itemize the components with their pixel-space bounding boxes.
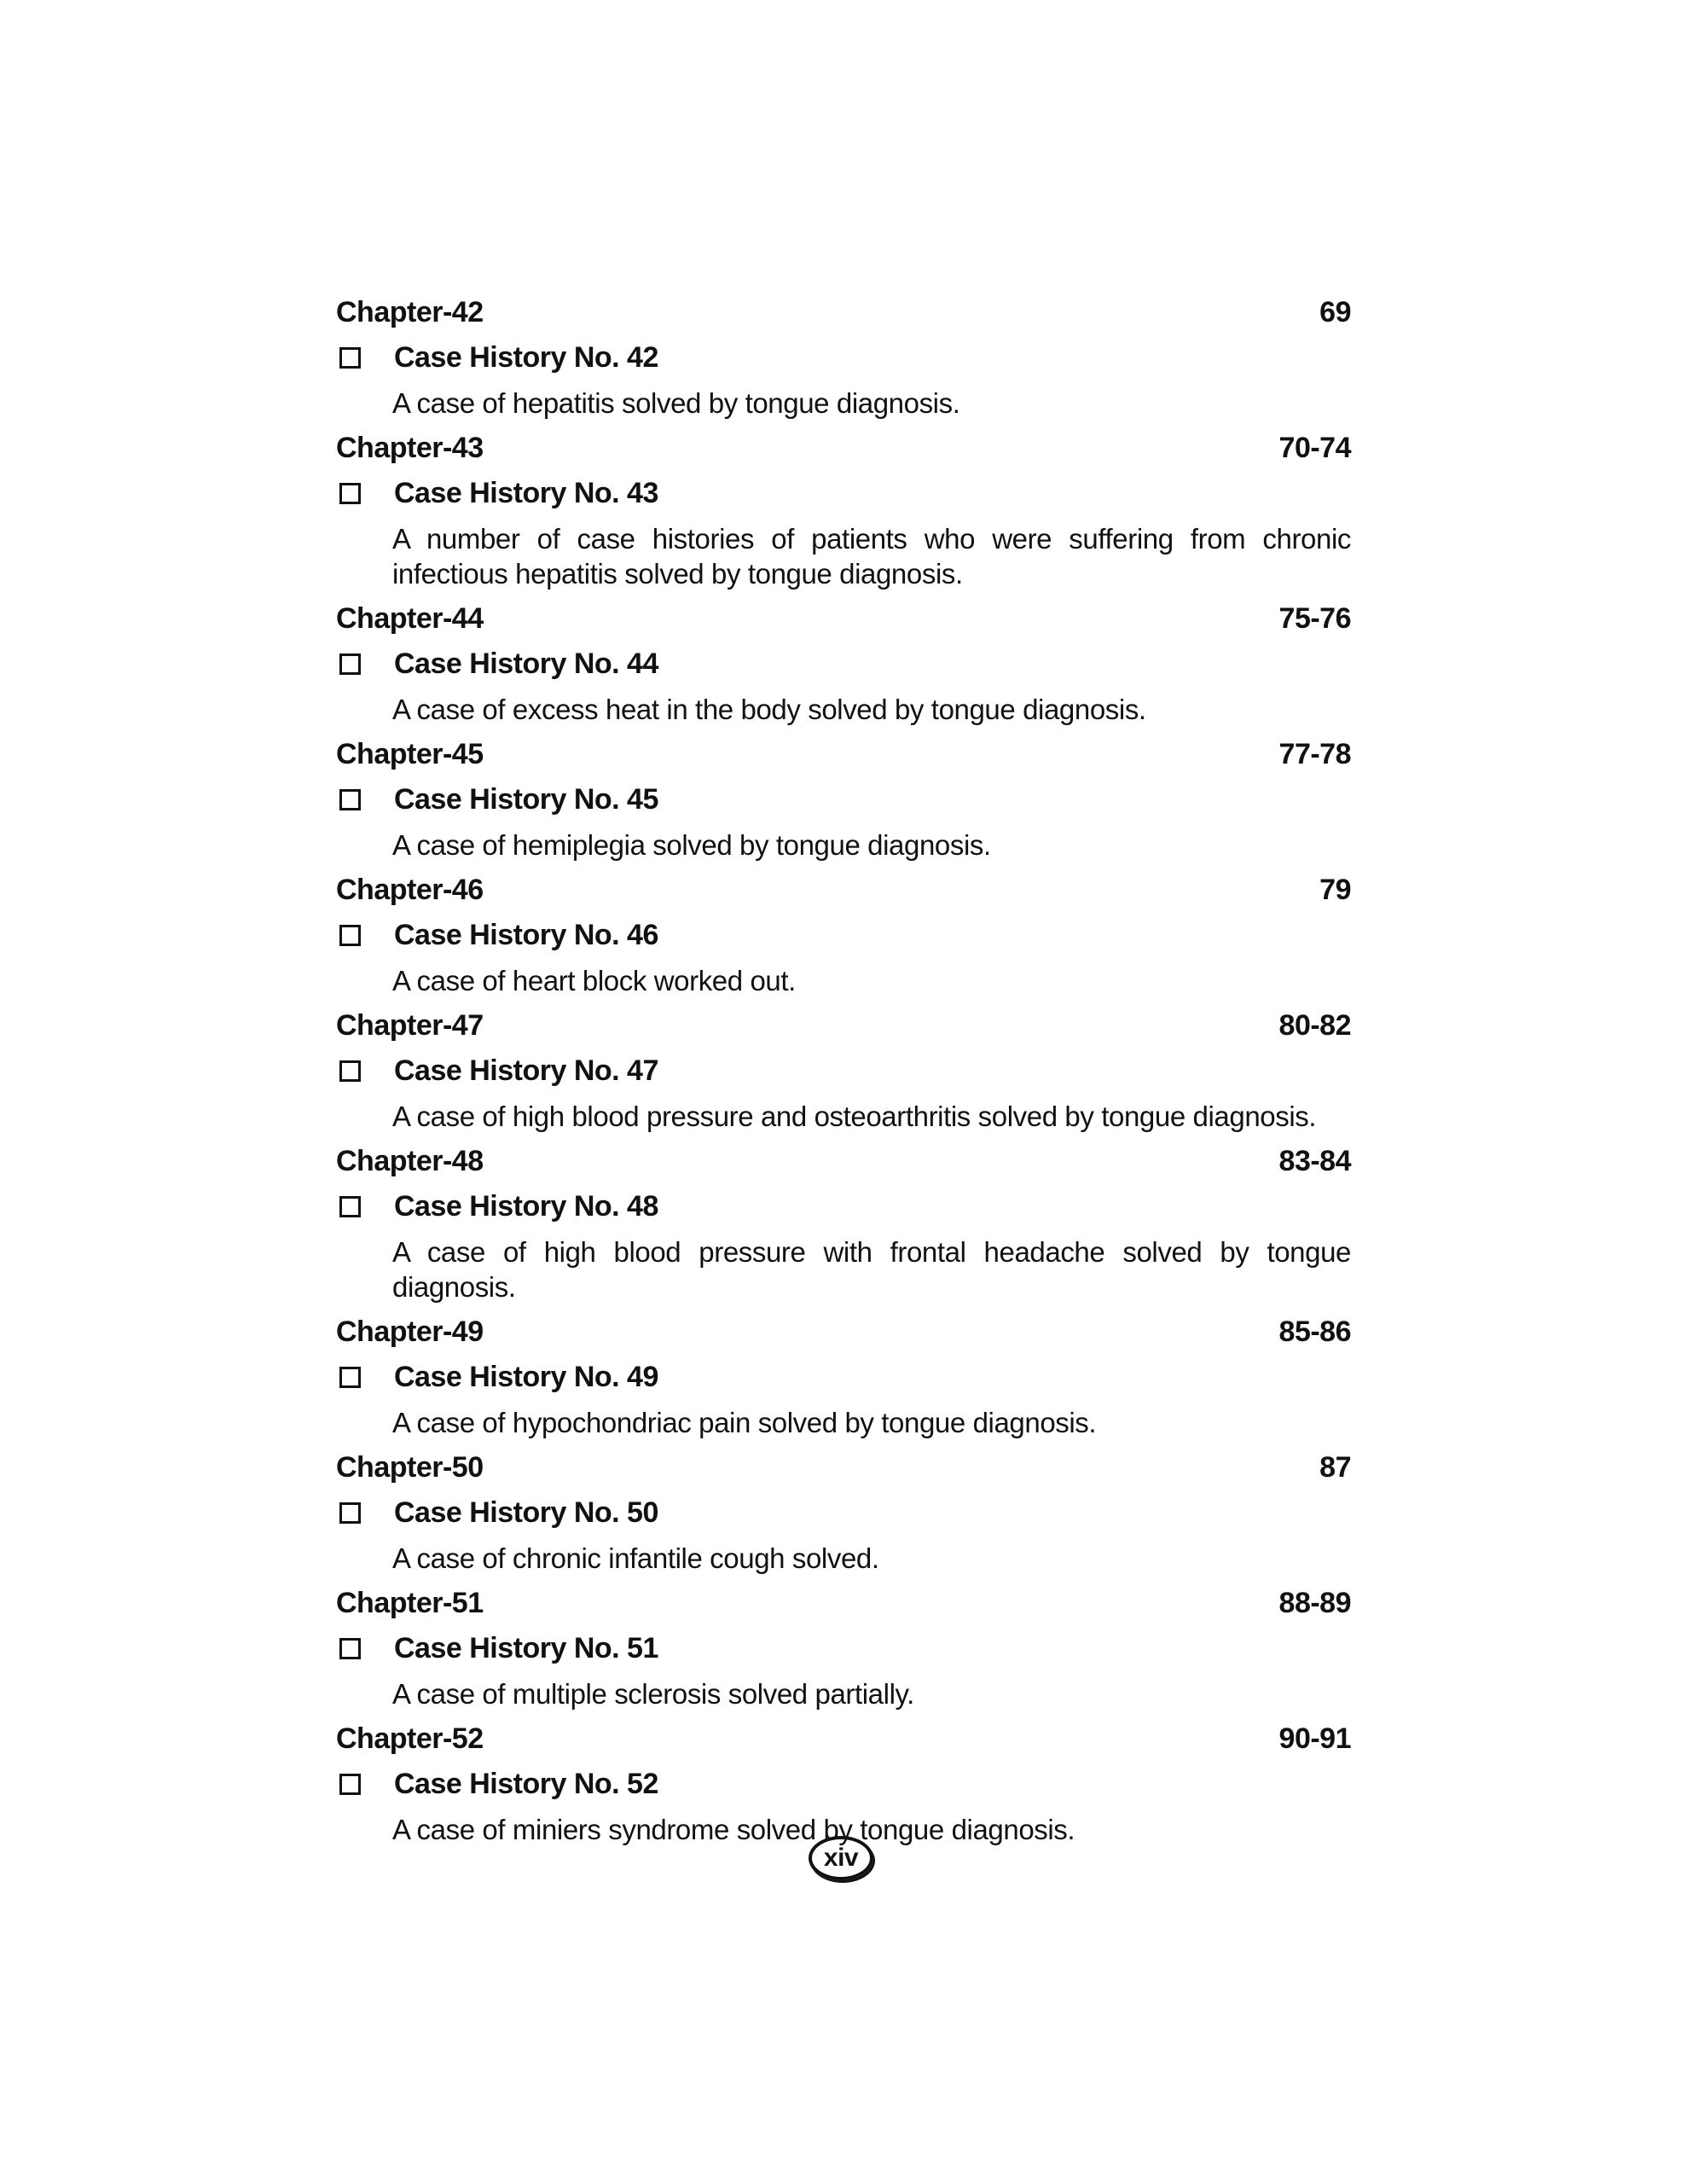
case-description: A number of case histories of patients who were suffering from chronic infectious hepatitis solved by tongue diagnosis. <box>392 523 1351 590</box>
case-description: A case of heart block worked out. <box>392 965 796 996</box>
toc-entry <box>336 1445 1351 1581</box>
case-history-row <box>336 642 1351 687</box>
chapter-title: Chapter-45 <box>336 738 484 770</box>
chapter-title: Chapter-46 <box>336 874 484 906</box>
checkbox-bullet-icon <box>339 1367 361 1388</box>
toc-entry <box>336 1716 1351 1852</box>
chapter-title: Chapter-51 <box>336 1587 484 1619</box>
chapter-heading <box>336 732 1351 777</box>
case-description: A case of miniers syndrome solved by tongue diagnosis. <box>392 1814 1075 1845</box>
chapter-pages: 75-76 <box>1278 602 1351 635</box>
chapter-heading <box>336 426 1351 471</box>
chapter-pages: 85-86 <box>1278 1316 1351 1348</box>
chapter-title: Chapter-48 <box>336 1145 484 1177</box>
checkbox-bullet-icon <box>339 347 361 369</box>
checkbox-bullet-icon <box>339 925 361 946</box>
case-history-row <box>336 1048 1351 1094</box>
chapter-pages: 90-91 <box>1278 1722 1351 1755</box>
chapter-heading <box>336 290 1351 335</box>
case-history-row <box>336 1490 1351 1536</box>
case-history-title: Case History No. 45 <box>394 783 658 816</box>
case-history-title: Case History No. 46 <box>394 919 658 951</box>
case-history-title: Case History No. 47 <box>394 1054 658 1087</box>
case-history-title: Case History No. 48 <box>394 1190 658 1223</box>
chapter-heading <box>336 1716 1351 1762</box>
chapter-title: Chapter-42 <box>336 296 484 328</box>
table-of-contents <box>336 290 1351 1852</box>
chapter-title: Chapter-44 <box>336 602 484 635</box>
toc-entry <box>336 868 1351 1003</box>
chapter-heading <box>336 596 1351 642</box>
case-description: A case of excess heat in the body solved by tongue diagnosis. <box>392 694 1146 725</box>
chapter-pages: 83-84 <box>1278 1145 1351 1177</box>
case-history-row <box>336 1762 1351 1807</box>
case-history-title: Case History No. 42 <box>394 341 658 374</box>
chapter-pages: 69 <box>1319 296 1351 328</box>
chapter-heading <box>336 1310 1351 1355</box>
case-history-title: Case History No. 44 <box>394 648 658 680</box>
case-history-row <box>336 913 1351 958</box>
case-description: A case of chronic infantile cough solved. <box>392 1542 879 1574</box>
chapter-heading <box>336 1003 1351 1048</box>
case-description: A case of hypochondriac pain solved by tongue diagnosis. <box>392 1407 1097 1438</box>
chapter-heading <box>336 1445 1351 1490</box>
checkbox-bullet-icon <box>339 483 361 504</box>
checkbox-bullet-icon <box>339 1060 361 1082</box>
checkbox-bullet-icon <box>339 1502 361 1524</box>
chapter-heading <box>336 868 1351 913</box>
toc-entry <box>336 290 1351 426</box>
case-history-title: Case History No. 52 <box>394 1768 658 1800</box>
toc-entry <box>336 1310 1351 1445</box>
toc-entry <box>336 1581 1351 1716</box>
case-description: A case of multiple sclerosis solved partially. <box>392 1678 914 1710</box>
checkbox-bullet-icon <box>339 1774 361 1795</box>
chapter-title: Chapter-50 <box>336 1451 484 1484</box>
chapter-heading <box>336 1139 1351 1184</box>
case-history-row <box>336 1184 1351 1229</box>
checkbox-bullet-icon <box>339 653 361 675</box>
checkbox-bullet-icon <box>339 1638 361 1659</box>
case-history-title: Case History No. 51 <box>394 1632 658 1664</box>
chapter-pages: 87 <box>1319 1451 1351 1484</box>
case-description: A case of high blood pressure and osteoarthritis solved by tongue diagnosis. <box>392 1101 1317 1132</box>
checkbox-bullet-icon <box>339 1196 361 1217</box>
case-history-row <box>336 777 1351 822</box>
case-history-row <box>336 1355 1351 1400</box>
chapter-title: Chapter-49 <box>336 1316 484 1348</box>
case-history-row <box>336 1626 1351 1671</box>
chapter-pages: 79 <box>1319 874 1351 906</box>
case-history-title: Case History No. 49 <box>394 1361 658 1393</box>
chapter-pages: 77-78 <box>1278 738 1351 770</box>
case-history-row <box>336 471 1351 516</box>
toc-entry <box>336 732 1351 868</box>
case-history-title: Case History No. 50 <box>394 1496 658 1529</box>
chapter-title: Chapter-47 <box>336 1009 484 1042</box>
chapter-heading <box>336 1581 1351 1626</box>
case-history-title: Case History No. 43 <box>394 477 658 509</box>
toc-entry <box>336 596 1351 732</box>
case-description: A case of hepatitis solved by tongue diagnosis. <box>392 387 960 419</box>
case-description: A case of hemiplegia solved by tongue diagnosis. <box>392 829 991 861</box>
toc-entry <box>336 1139 1351 1310</box>
checkbox-bullet-icon <box>339 789 361 810</box>
chapter-title: Chapter-52 <box>336 1722 484 1755</box>
chapter-pages: 80-82 <box>1278 1009 1351 1042</box>
chapter-pages: 88-89 <box>1278 1587 1351 1619</box>
chapter-title: Chapter-43 <box>336 432 484 464</box>
toc-entry <box>336 1003 1351 1139</box>
toc-entry <box>336 426 1351 596</box>
case-description: A case of high blood pressure with frontal headache solved by tongue diagnosis. <box>392 1236 1351 1303</box>
chapter-pages: 70-74 <box>1278 432 1351 464</box>
case-history-row <box>336 335 1351 380</box>
page-number-badge: xiv <box>809 1836 873 1880</box>
